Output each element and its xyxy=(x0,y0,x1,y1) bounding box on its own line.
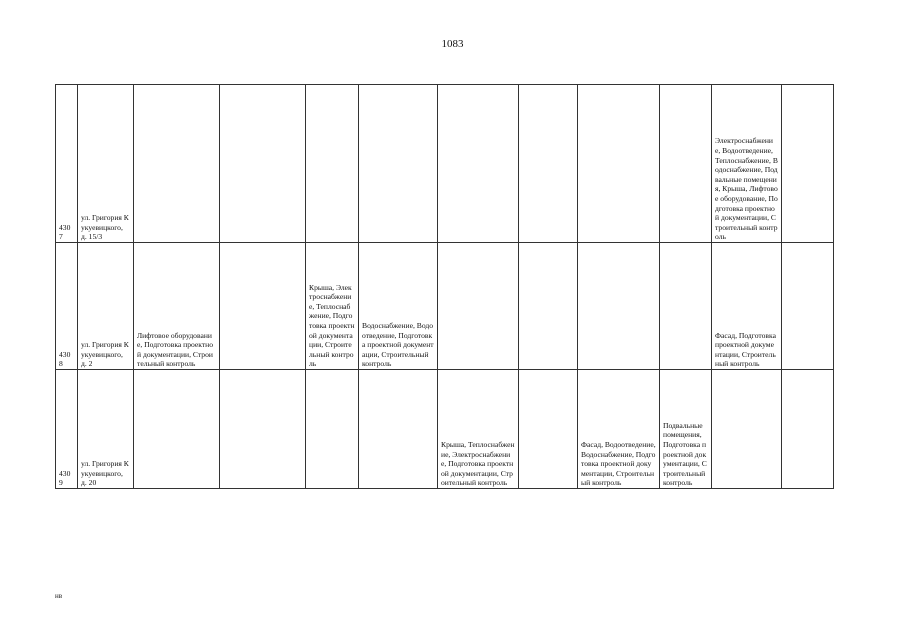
table-cell xyxy=(438,243,519,370)
table-cell: Подвальные помещения, Подготовка проектной документации, Строительный контроль xyxy=(660,370,712,489)
table-cell xyxy=(220,243,306,370)
table-cell: Фасад, Подготовка проектной документации, Строительный контроль xyxy=(712,243,782,370)
table-cell xyxy=(519,85,578,243)
table-cell: Крыша, Теплоснабжение, Электроснабжение, Подготовка проектной документации, Строительный контроль xyxy=(438,370,519,489)
row-number: 4307 xyxy=(56,85,78,243)
table-cell xyxy=(578,85,660,243)
table-cell xyxy=(782,85,834,243)
table-cell xyxy=(220,85,306,243)
table-cell xyxy=(782,243,834,370)
table-cell xyxy=(306,370,359,489)
row-address: ул. Григория Кукуевицкого, д. 20 xyxy=(78,370,134,489)
row-address: ул. Григория Кукуевицкого, д. 2 xyxy=(78,243,134,370)
table-row xyxy=(56,370,834,489)
table-cell xyxy=(660,85,712,243)
table-cell xyxy=(519,243,578,370)
table-cell xyxy=(578,243,660,370)
table-cell xyxy=(359,85,438,243)
table-cell: Электроснабжение, Водоотведение, Теплоснабжение, Водоснабжение, Подвальные помещения, Крыша, Лифтовое оборудование, Подготовка проектной документации, Строительный контроль xyxy=(712,85,782,243)
table-cell: Крыша, Электроснабжение, Теплоснабжение, Подготовка проектной документации, Строительный контроль xyxy=(306,243,359,370)
table-cell: Водоснабжение, Водоотведение, Подготовка проектной документации, Строительный контроль xyxy=(359,243,438,370)
row-number: 4309 xyxy=(56,370,78,489)
row-number: 4308 xyxy=(56,243,78,370)
table-cell xyxy=(519,370,578,489)
table-row xyxy=(56,85,834,243)
table-cell xyxy=(782,370,834,489)
page-number: 1083 xyxy=(441,38,464,50)
table-cell: Лифтовое оборудование, Подготовка проектной документации, Строительный контроль xyxy=(134,243,220,370)
table-cell xyxy=(660,243,712,370)
table-row xyxy=(56,243,834,370)
footer-mark: нв xyxy=(55,592,63,600)
row-address: ул. Григория Кукуевицкого, д. 15/3 xyxy=(78,85,134,243)
table-cell xyxy=(438,85,519,243)
table-cell xyxy=(134,85,220,243)
works-table xyxy=(55,84,834,489)
table-cell xyxy=(134,370,220,489)
table-cell xyxy=(306,85,359,243)
table-cell xyxy=(359,370,438,489)
table-cell: Фасад, Водоотведение, Водоснабжение, Подготовка проектной документации, Строительный контроль xyxy=(578,370,660,489)
table-cell xyxy=(712,370,782,489)
table-cell xyxy=(220,370,306,489)
